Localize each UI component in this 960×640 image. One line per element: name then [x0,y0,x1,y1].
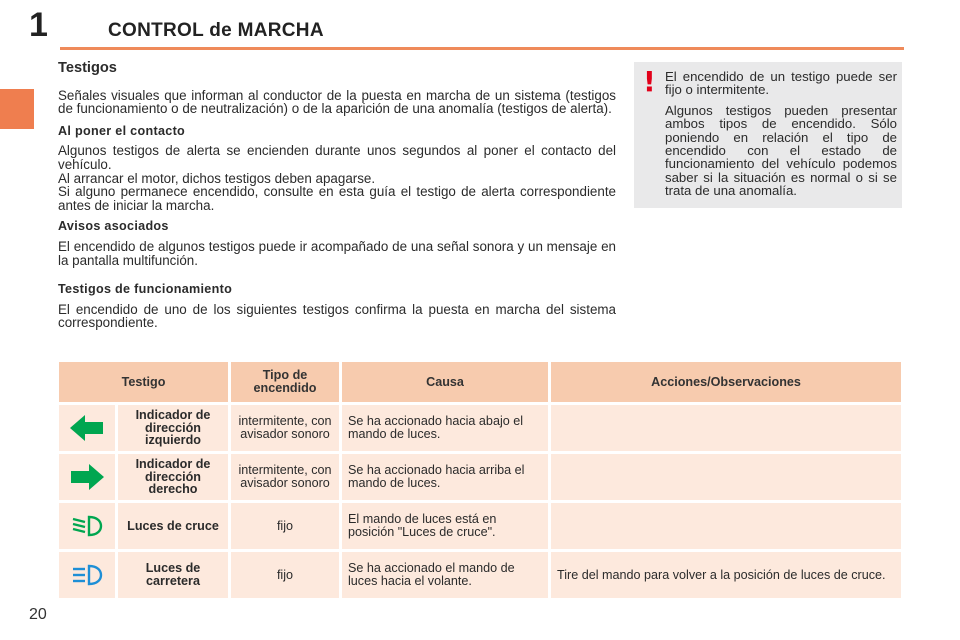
contact-paragraph-2: Al arrancar el motor, dichos testigos deben apagarse. [58,170,376,186]
lamp-cause: Se ha accionado el mando de luces hacia el volante. [342,552,548,598]
exclamation-icon: ! [643,65,656,98]
high-beam-icon [70,563,104,587]
lamp-cause: El mando de luces está en posición "Luces de cruce". [342,503,548,549]
lamp-type: intermitente, con avisador sonoro [231,405,339,451]
lamp-icon-cell [59,552,115,598]
header-rule [60,47,904,50]
chapter-title: CONTROL de MARCHA [108,20,324,41]
function-paragraph: El encendido de uno de los siguientes testigos confirma la puesta en marcha del sistema correspondiente. [58,301,616,331]
header-causa: Causa [342,362,548,402]
table-row [59,405,901,451]
chapter-number: 1 [29,6,48,44]
contact-paragraph-1: Algunos testigos de alerta se encienden durante unos segundos al poner el contacto del vehículo. [58,143,616,172]
lamp-action [551,405,901,451]
warning-box [634,62,902,208]
page-number: 20 [29,606,47,623]
lamp-name: Luces de cruce [118,503,228,549]
table-row [59,552,901,598]
table-header-row [59,362,901,402]
warning-paragraph-2: Algunos testigos pueden presentar ambos tipos de encendido. Sólo poniendo en relación el tipo de encendido con el estado de funcionamiento del vehículo podemos saber si la situación es normal o si se trata de una anomalía. [665,102,897,199]
main-content [58,62,616,330]
section-title: Testigos [58,60,117,76]
function-heading: Testigos de funcionamiento [58,282,233,297]
lamp-action [551,503,901,549]
chapter-side-tab [0,89,34,129]
warning-paragraph-1: El encendido de un testigo puede ser fijo o intermitente. [665,69,897,98]
green-left-arrow-icon [68,413,106,443]
warning-text [665,70,897,205]
lamp-type: fijo [231,552,339,598]
lamp-icon-cell [59,454,115,500]
header-testigo: Testigo [59,362,228,402]
lamp-icon-cell [59,503,115,549]
warnings-paragraph: El encendido de algunos testigos puede ir acompañado de una señal sonora y un mensaje en la pantalla multifunción. [58,238,616,268]
warnings-heading: Avisos asociados [58,219,169,234]
table-row [59,454,901,500]
contact-heading: Al poner el contacto [58,123,186,138]
green-right-arrow-icon [68,462,106,492]
lamp-name: Indicador de dirección derecho [118,454,228,500]
lamp-name: Luces de carretera [118,552,228,598]
lamp-cause: Se ha accionado hacia abajo el mando de luces. [342,405,548,451]
contact-paragraph-3: Si alguno permanece encendido, consulte en esta guía el testigo de alerta correspondiente antes de iniciar la marcha. [58,184,616,213]
table-row [59,503,901,549]
lamp-action: Tire del mando para volver a la posición de luces de cruce. [551,552,901,598]
header-acciones: Acciones/Observaciones [551,362,901,402]
lamp-name: Indicador de dirección izquierdo [118,405,228,451]
lamp-type: intermitente, con avisador sonoro [231,454,339,500]
lamp-cause: Se ha accionado hacia arriba el mando de luces. [342,454,548,500]
intro-paragraph: Señales visuales que informan al conductor de la puesta en marcha de un sistema (testigos de funcionamiento o de neutralización) o de la aparición de una anomalía (testigos de alerta). [58,87,616,117]
warning-lamps-table [56,359,904,601]
lamp-action [551,454,901,500]
low-beam-icon [70,514,104,538]
lamp-icon-cell [59,405,115,451]
lamp-type: fijo [231,503,339,549]
header-tipo: Tipo de encendido [231,362,339,402]
